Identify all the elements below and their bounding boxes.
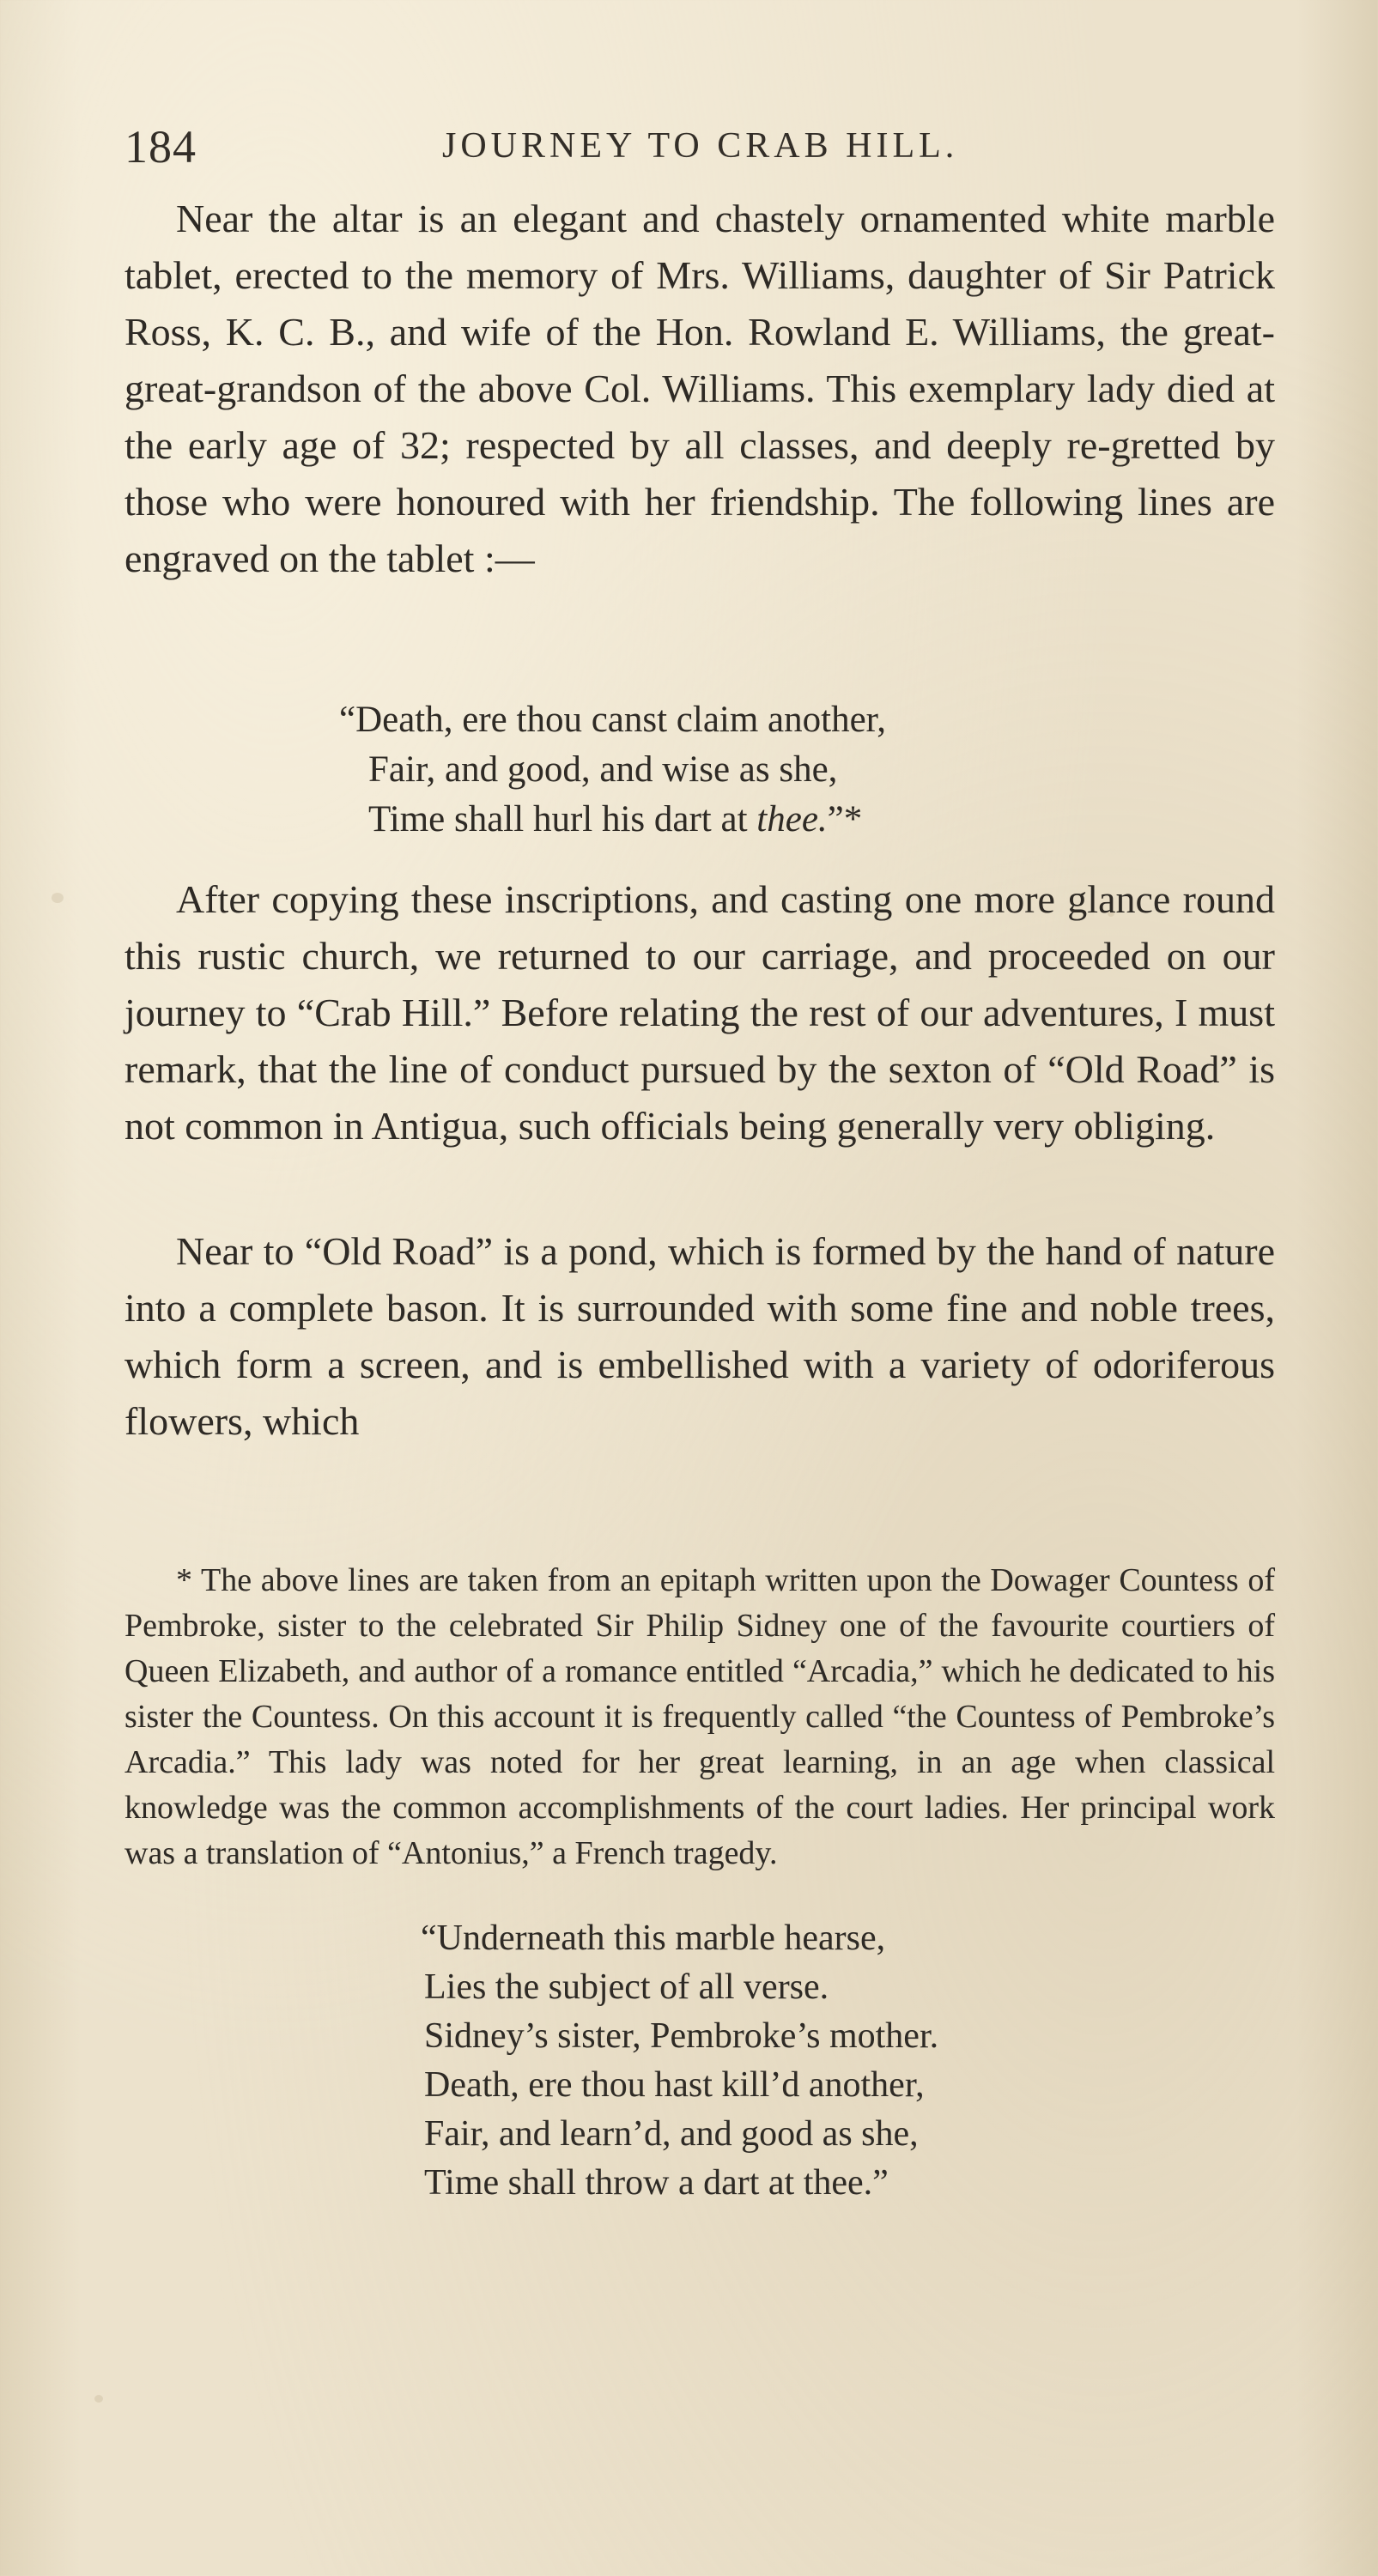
verse-line: Time shall throw a dart at thee.” xyxy=(424,2163,889,2203)
verse-line: Death, ere thou hast kill’d another, xyxy=(424,2065,925,2105)
verse-line-suffix: ”* xyxy=(827,799,863,839)
verse-line xyxy=(339,795,1378,845)
footnote-verse xyxy=(421,1914,1378,2208)
verse-line-italic: thee. xyxy=(756,799,828,839)
page-header xyxy=(124,120,1275,189)
page-number: 184 xyxy=(124,121,197,173)
body-paragraph xyxy=(124,191,1275,587)
paragraph-text: Near to “Old Road” is a pond, which is formed by the hand of nature into a complete bason. It is surrounded with some fine and noble trees, which form a screen, and is embellished with a variety of odoriferous flowers, which xyxy=(124,1229,1275,1443)
paper-stain xyxy=(52,893,64,903)
verse-line-text: Time shall hurl his dart at xyxy=(368,799,757,839)
verse-line: “Death, ere thou canst claim another, xyxy=(339,700,887,740)
verse-line: Lies the subject of all verse. xyxy=(424,1967,829,2007)
paragraph-text: After copying these inscriptions, and casting one more glance round this rustic church, we returned to our carriage, and proceeded on our journey to “Crab Hill.” Before relating the rest of our adventures, I must remark, that the line of conduct pursued by the sexton of “Old Road” is not common in Antigua, such officials being generally very obliging. xyxy=(124,877,1275,1148)
paper-stain xyxy=(94,2395,103,2403)
body-paragraph xyxy=(124,1223,1275,1450)
body-paragraph xyxy=(124,871,1275,1155)
verse-line: Fair, and learn’d, and good as she, xyxy=(424,2114,919,2154)
paragraph-text: Near the altar is an elegant and chastely ornamented white marble tablet, erected to the memory of Mrs. Williams, daughter of Sir Patrick Ross, K. C. B., and wife of the Hon. Rowland E. Williams, the great-great-grandson of the above Col. Williams. This exemplary lady died at the early age of 32; respected by all classes, and deeply re-gretted by those who were honoured with her friendship. The following lines are engraved on the tablet :— xyxy=(124,197,1275,580)
verse-line: Fair, and good, and wise as she, xyxy=(368,749,838,790)
footnote-text: * The above lines are taken from an epitaph written upon the Dowager Countess of Pembroke, sister to the celebrated Sir Philip Sidney one of the favourite courtiers of Queen Elizabeth, and author of a romance entitled “Arcadia,” which he dedicated to his sister the Countess. On this account it is frequently called “the Countess of Pembroke’s Arcadia.” This lady was noted for her great learning, in an age when classical knowledge was the common accomplishments of the court ladies. Her principal work was a translation of “Antonius,” a French tragedy. xyxy=(124,1562,1275,1871)
footnote xyxy=(124,1558,1275,1876)
epitaph-verse xyxy=(339,695,1378,845)
verse-line: “Underneath this marble hearse, xyxy=(421,1918,886,1958)
verse-line: Sidney’s sister, Pembroke’s mother. xyxy=(424,2016,939,2056)
running-title: JOURNEY TO CRAB HILL. xyxy=(442,126,959,166)
